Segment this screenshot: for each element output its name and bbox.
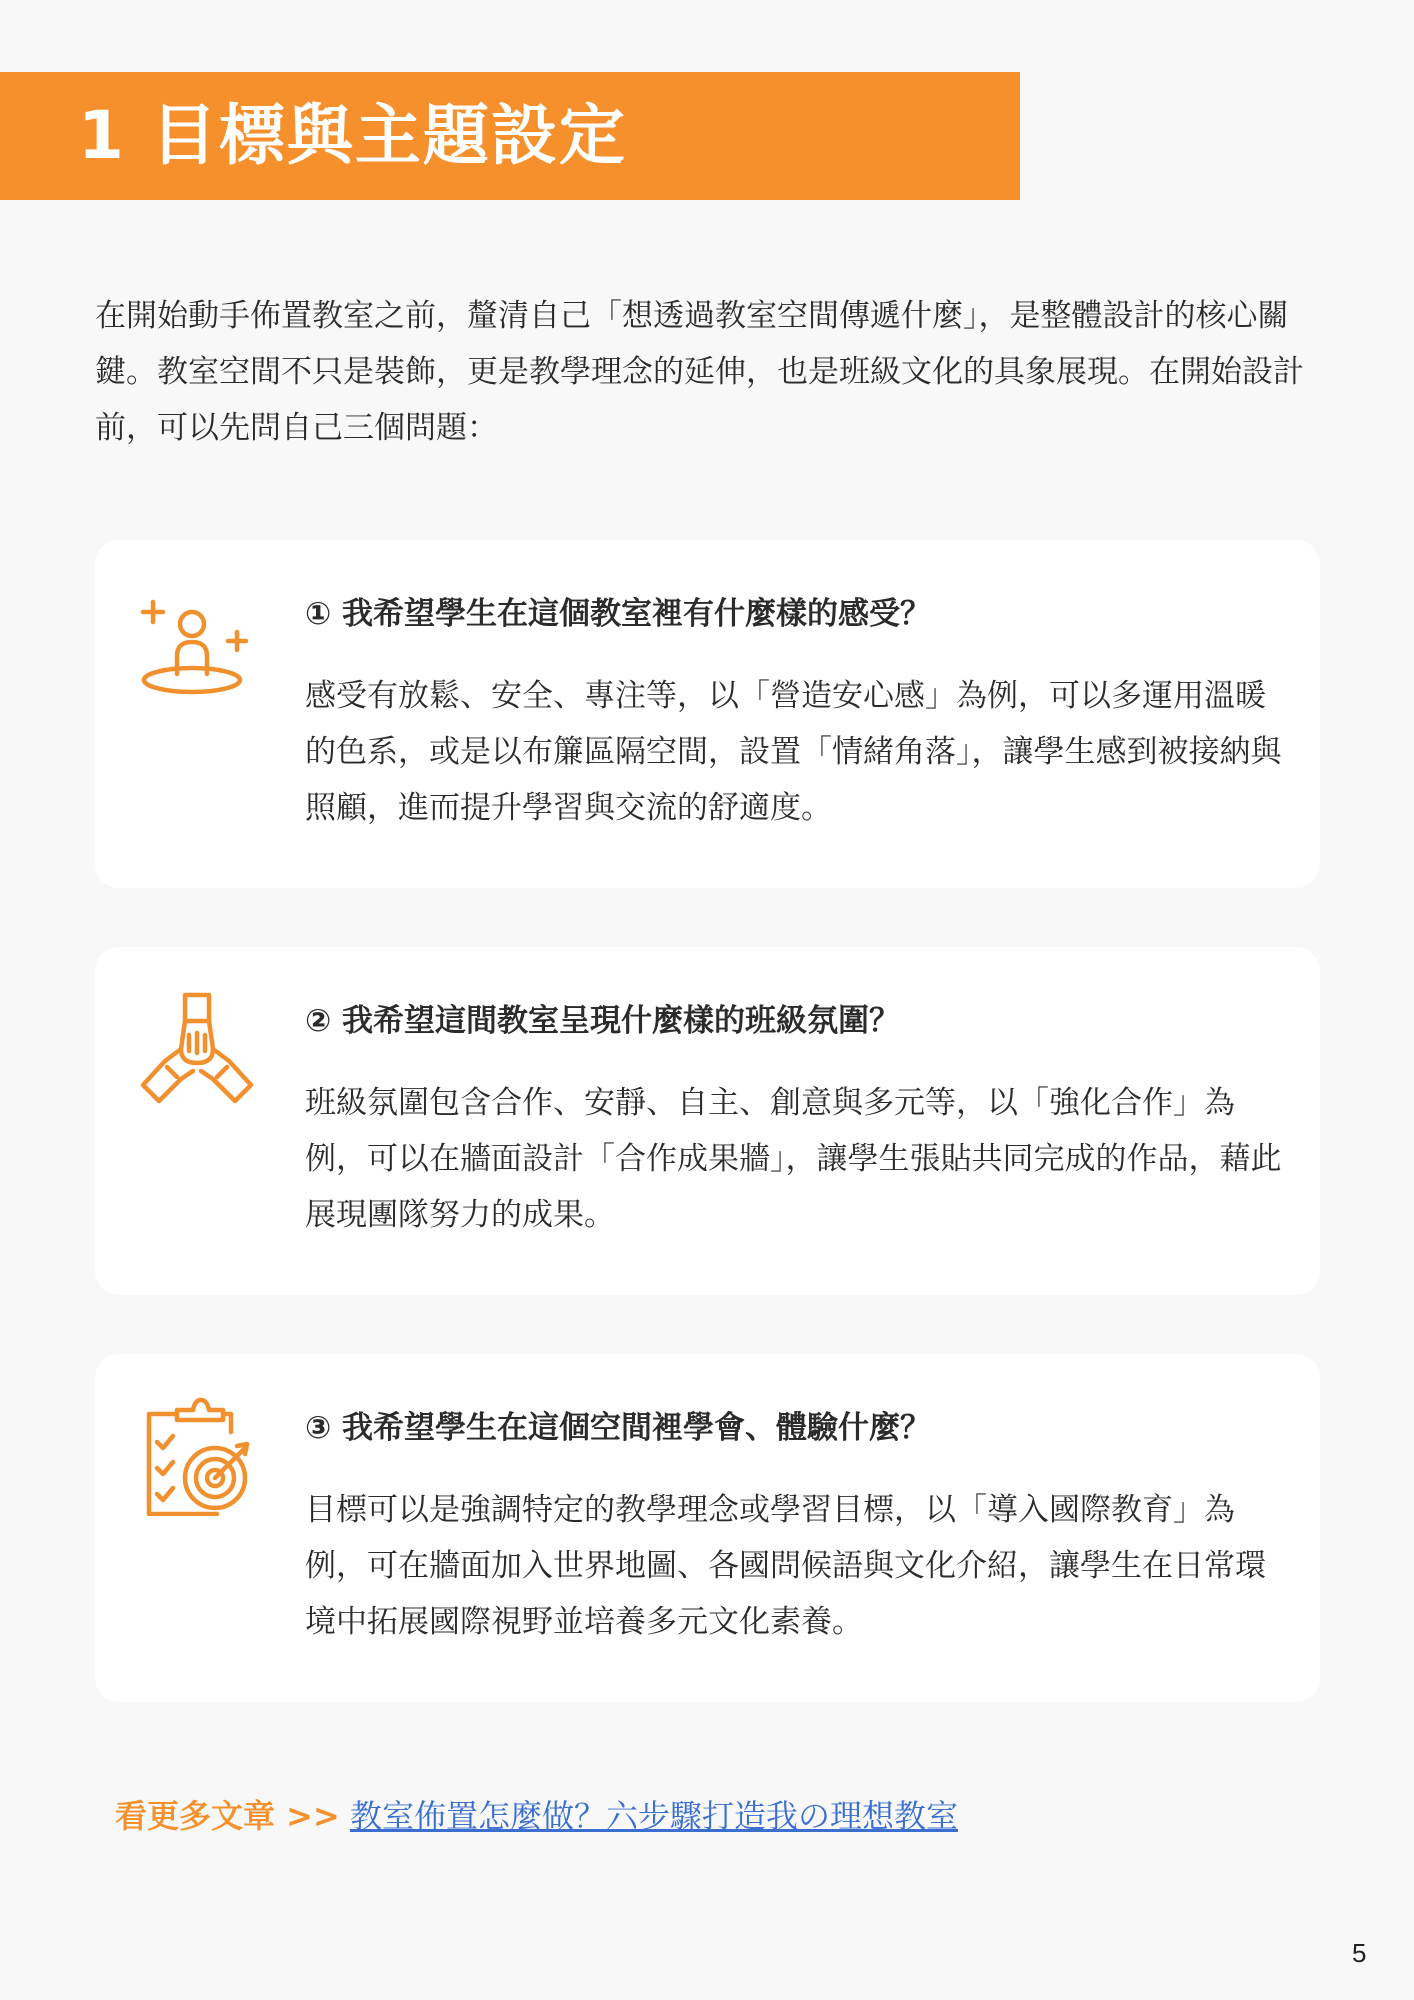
intro-paragraph: 在開始動手佈置教室之前，釐清自己「想透過教室空間傳遞什麼」，是整體設計的核心關鍵。教室空間不只是裝飾，更是教學理念的延伸，也是班級文化的具象展現。在開始設計前，可以先問自己三個問題： [95, 298, 1304, 446]
section-title: 1 目標與主題設定 [78, 97, 627, 174]
section-title-bar [0, 72, 1020, 200]
card-body-1: 感受有放鬆、安全、專注等，以「營造安心感」為例，可以多運用溫暖的色系，或是以布簾區隔空間，設置「情緒角落」，讓學生感到被接納與照顧，進而提升學習與交流的舒適度。 [305, 678, 1282, 826]
question-card-2 [95, 947, 1320, 1295]
card-body-2: 班級氛圍包含合作、安靜、自主、創意與多元等，以「強化合作」為例，可以在牆面設計「合作成果牆」，讓學生張貼共同完成的作品，藉此展現團隊努力的成果。 [305, 1085, 1282, 1233]
teamwork-hands-icon [137, 989, 257, 1109]
card-body-3: 目標可以是強調特定的教學理念或學習目標，以「導入國際教育」為例，可在牆面加入世界地圖、各國問候語與文化介紹，讓學生在日常環境中拓展國際視野並培養多元文化素養。 [305, 1492, 1266, 1640]
card-title-2: ② 我希望這間教室呈現什麼樣的班級氛圍？ [305, 1003, 901, 1039]
question-card-3 [95, 1354, 1320, 1702]
card-title-1: ① 我希望學生在這個教室裡有什麼樣的感受？ [305, 596, 932, 632]
more-articles-link[interactable]: 教室佈置怎麼做？六步驟打造我の理想教室 [349, 1797, 958, 1835]
clipboard-target-icon [137, 1396, 257, 1516]
more-articles [115, 1792, 958, 1840]
question-card-1 [95, 540, 1320, 888]
person-sparkle-icon [137, 582, 257, 702]
more-articles-label: 看更多文章 >> [115, 1797, 340, 1835]
page-number: 5 [1352, 1938, 1367, 1968]
card-title-3: ③ 我希望學生在這個空間裡學會、體驗什麼？ [305, 1410, 932, 1446]
